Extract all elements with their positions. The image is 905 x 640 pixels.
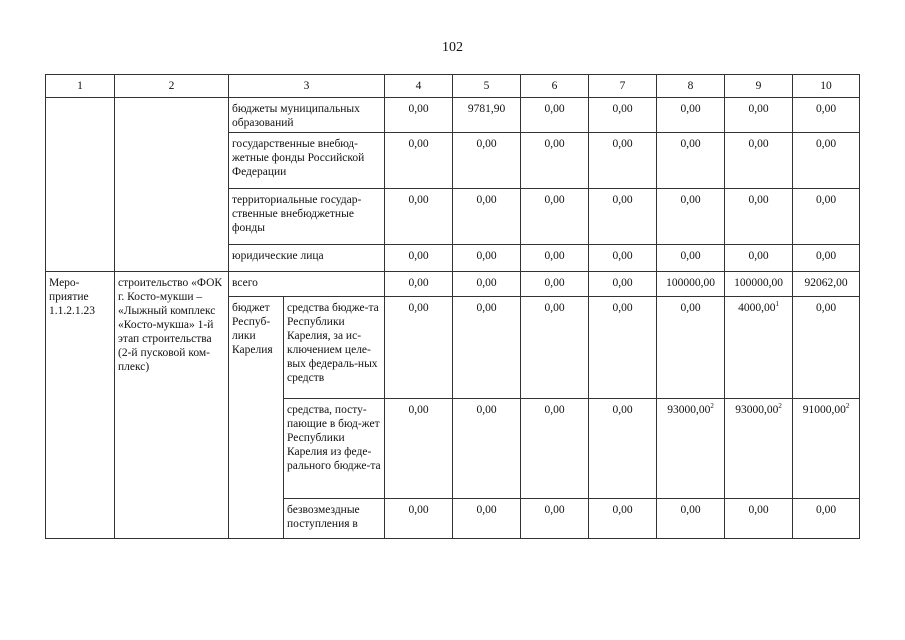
value-text: 0,00	[476, 504, 497, 516]
value-cell	[657, 399, 725, 499]
value-cell	[453, 499, 521, 539]
value-cell	[657, 297, 725, 399]
value-cell	[453, 399, 521, 499]
value-text: 93000,00	[735, 404, 779, 416]
value-cell: 0,00	[521, 245, 589, 272]
header-cell: 4	[385, 75, 453, 98]
value-cell	[725, 499, 793, 539]
header-cell: 2	[115, 75, 229, 98]
value-cell: 0,00	[589, 133, 657, 189]
value-cell: 0,00	[453, 133, 521, 189]
value-cell: 0,00	[385, 98, 453, 133]
value-cell: 0,00	[521, 272, 589, 297]
value-cell	[521, 297, 589, 399]
value-text: 0,00	[408, 504, 429, 516]
row-label: средства бюдже-та Республики Карелия, за ис-ключением целе-вых федераль-ных средств	[284, 297, 385, 399]
value-cell: 0,00	[657, 245, 725, 272]
value-text: 0,00	[748, 504, 769, 516]
empty-cell	[46, 98, 115, 272]
value-cell: 0,00	[521, 133, 589, 189]
value-cell: 0,00	[589, 245, 657, 272]
value-cell	[589, 297, 657, 399]
value-text: 0,00	[815, 302, 837, 314]
value-text: 0,00	[612, 404, 633, 416]
value-cell: 0,00	[725, 98, 793, 133]
value-cell: 0,00	[385, 133, 453, 189]
value-cell	[725, 399, 793, 499]
value-text: 0,00	[544, 504, 565, 516]
value-cell: 0,00	[657, 133, 725, 189]
value-cell: 0,00	[793, 98, 860, 133]
value-cell: 0,00	[657, 98, 725, 133]
value-cell: 0,00	[521, 98, 589, 133]
value-cell	[589, 499, 657, 539]
value-cell: 92062,00	[793, 272, 860, 297]
header-row	[46, 75, 860, 98]
value-cell	[453, 297, 521, 399]
value-text: 0,00	[408, 302, 429, 314]
table-row	[46, 98, 860, 133]
value-cell: 0,00	[385, 245, 453, 272]
value-cell: 0,00	[725, 133, 793, 189]
value-text: 91000,00	[802, 404, 846, 416]
value-cell: 0,00	[657, 189, 725, 245]
value-cell: 0,00	[793, 245, 860, 272]
header-cell: 3	[229, 75, 385, 98]
value-cell: 0,00	[793, 189, 860, 245]
value-cell	[793, 297, 860, 399]
value-cell	[385, 297, 453, 399]
value-cell	[385, 499, 453, 539]
header-cell: 10	[793, 75, 860, 98]
value-text: 0,00	[476, 404, 497, 416]
value-text: 0,00	[612, 504, 633, 516]
value-text: 0,00	[680, 302, 701, 314]
value-text: 0,00	[680, 504, 701, 516]
value-cell: 0,00	[725, 245, 793, 272]
footnote-mark: 1	[775, 300, 779, 309]
value-cell: 0,00	[385, 189, 453, 245]
budget-group-label: бюджет Респуб-лики Карелия	[229, 297, 284, 539]
value-cell: 0,00	[521, 189, 589, 245]
value-cell	[657, 499, 725, 539]
header-cell: 5	[453, 75, 521, 98]
value-cell: 9781,90	[453, 98, 521, 133]
value-cell: 100000,00	[657, 272, 725, 297]
row-label: территориальные государ-ственные внебюджетные фонды	[229, 189, 385, 245]
value-cell	[725, 297, 793, 399]
value-cell: 100000,00	[725, 272, 793, 297]
footnote-mark: 2	[845, 402, 850, 411]
value-cell: 0,00	[793, 133, 860, 189]
value-text: 0,00	[476, 302, 497, 314]
value-cell: 0,00	[385, 272, 453, 297]
value-text: 0,00	[544, 302, 565, 314]
value-cell	[793, 499, 860, 539]
empty-cell	[115, 98, 229, 272]
event-code: Меро-приятие 1.1.2.1.23	[46, 272, 115, 539]
value-cell	[589, 399, 657, 499]
row-label: юридические лица	[229, 245, 385, 272]
footnote-mark: 2	[710, 402, 714, 411]
value-text: 0,00	[544, 404, 565, 416]
funding-table	[45, 74, 860, 539]
footnote-mark: 2	[778, 402, 782, 411]
table-row	[46, 272, 860, 297]
value-cell: 0,00	[589, 98, 657, 133]
row-label: безвозмездные поступления в	[284, 499, 385, 539]
row-label: всего	[229, 272, 385, 297]
header-cell: 9	[725, 75, 793, 98]
value-text: 0,00	[408, 404, 429, 416]
value-text: 93000,00	[667, 404, 711, 416]
value-cell: 0,00	[589, 272, 657, 297]
value-cell: 0,00	[453, 245, 521, 272]
value-cell	[521, 399, 589, 499]
page-number: 102	[442, 40, 463, 55]
value-text: 0,00	[815, 504, 837, 516]
row-label: средства, посту-пающие в бюд-жет Республики Карелия из феде-рального бюдже-та	[284, 399, 385, 499]
row-label: государственные внебюд-жетные фонды Российской Федерации	[229, 133, 385, 189]
header-cell: 7	[589, 75, 657, 98]
value-cell: 0,00	[589, 189, 657, 245]
row-label: бюджеты муниципальных образований	[229, 98, 385, 133]
event-description: строительство «ФОК г. Косто-мукши – «Лыжный комплекс «Косто-мукша» 1-й этап строительства (2-й пусковой ком-плекс)	[115, 272, 229, 539]
header-cell: 1	[46, 75, 115, 98]
value-text: 0,00	[612, 302, 633, 314]
value-cell	[521, 499, 589, 539]
header-cell: 6	[521, 75, 589, 98]
value-cell	[385, 399, 453, 499]
value-cell: 0,00	[725, 189, 793, 245]
value-cell: 0,00	[453, 272, 521, 297]
value-cell	[793, 399, 860, 499]
header-cell: 8	[657, 75, 725, 98]
value-text: 4000,00	[738, 302, 776, 314]
value-cell: 0,00	[453, 189, 521, 245]
